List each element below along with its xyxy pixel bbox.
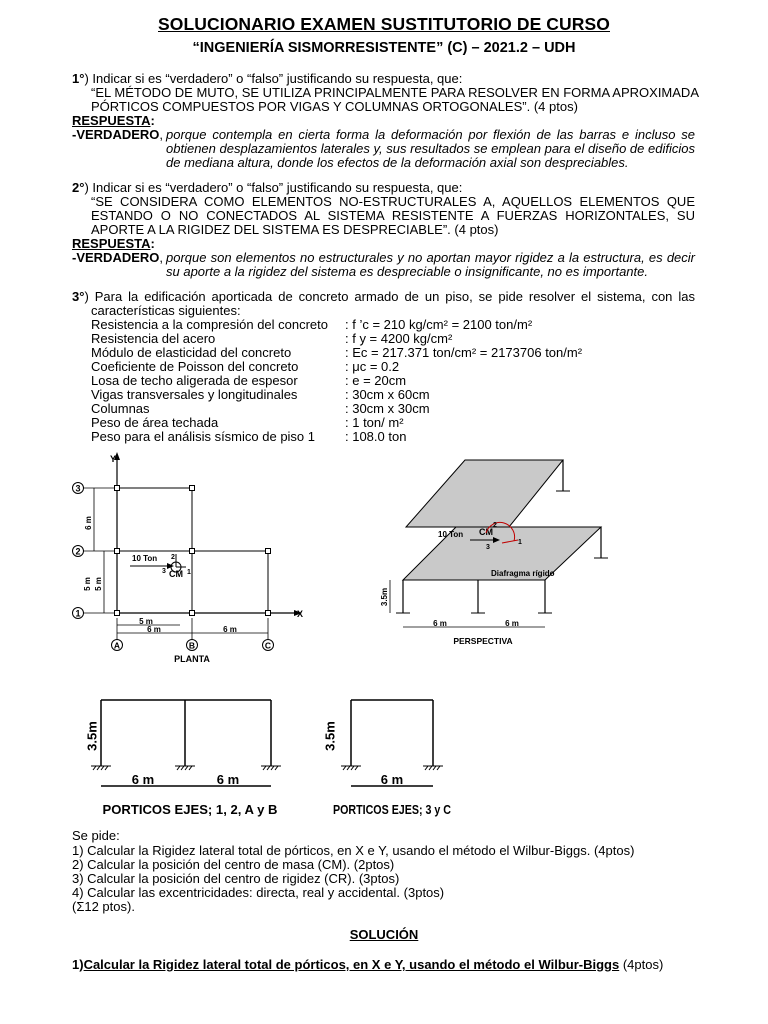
prop-value: : 30cm x 60cm bbox=[345, 387, 430, 402]
q1-intro: Indicar si es “verdadero” o “falso” justificando su respuesta, que: bbox=[92, 71, 463, 86]
request-item: (Σ12 ptos). bbox=[72, 899, 135, 914]
q2-intro-line: 2°) Indicar si es “verdadero” o “falso” justificando su respuesta, que: bbox=[72, 180, 463, 195]
persp-force-label: 10 Ton bbox=[438, 530, 464, 539]
q1-answer-label: RESPUESTA: bbox=[72, 113, 155, 128]
frames-right-height: 3.5m bbox=[322, 721, 338, 751]
document-title: SOLUCIONARIO EXAMEN SUSTITUTORIO DE CURSO bbox=[158, 14, 610, 34]
persp-span-2: 6 m bbox=[505, 619, 519, 628]
prop-label: Peso para el análisis sísmico de piso 1 bbox=[91, 429, 316, 444]
plan-force-label: 10 Ton bbox=[132, 554, 158, 563]
persp-span-1: 6 m bbox=[433, 619, 447, 628]
solution-step-1: 1)Calcular la Rigidez lateral total de pórticos, en X e Y, usando el método el Wilbur-Biggs (4ptos) bbox=[72, 957, 664, 972]
request-item: 4) Calcular las excentricidades: directa, real y accidental. (3ptos) bbox=[72, 885, 445, 900]
dim-5m-vertical-outer: 5 m bbox=[83, 577, 92, 591]
q2-quote-line-1: “SE CONSIDERA COMO ELEMENTOS NO-ESTRUCTURALES A, AQUELLOS ELEMENTOS QUE bbox=[91, 194, 695, 209]
axis-label-b: B bbox=[188, 640, 196, 651]
requests-heading: Se pide: bbox=[72, 828, 120, 843]
frames-left-span-2: 6 m bbox=[216, 772, 240, 787]
q2-expl-line-2: su aporte a la rigidez del sistema es despreciable o insignificante, no es importante. bbox=[166, 264, 648, 279]
prop-value: : 1 ton/ m² bbox=[345, 415, 404, 430]
prop-value: : e = 20cm bbox=[345, 373, 407, 388]
plan-figure bbox=[70, 448, 320, 668]
q2-answer-line: -VERDADERO, bbox=[72, 250, 164, 265]
prop-value: : 108.0 ton bbox=[345, 429, 407, 444]
q1-verdict: -VERDADERO bbox=[72, 127, 160, 142]
q3-intro-line-2: características siguientes: bbox=[91, 303, 241, 318]
persp-dof-3: 3 bbox=[486, 544, 490, 551]
plan-dof-1: 1 bbox=[187, 569, 191, 576]
prop-label: Módulo de elasticidad del concreto bbox=[91, 345, 292, 360]
request-item: 2) Calcular la posición del centro de masa (CM). (2ptos) bbox=[72, 857, 395, 872]
frames-left-caption: PORTICOS EJES; 1, 2, A y B bbox=[102, 802, 278, 817]
frames-1-2-a-b-figure bbox=[85, 686, 300, 826]
q2-verdict: -VERDADERO bbox=[72, 250, 160, 265]
axis-label-3: 3 bbox=[75, 483, 81, 494]
plan-dof-2: 2 bbox=[171, 554, 175, 561]
q1-quote-line-2: PÓRTICOS COMPUESTOS POR VIGAS Y COLUMNAS ORTOGONALES”. (4 ptos) bbox=[91, 99, 578, 114]
q1-expl-line-1: porque contempla en cierta forma la deformación por flexión de las barras e incluso se bbox=[166, 127, 695, 142]
solution-step-1-title: Calcular la Rigidez lateral total de pórticos, en X e Y, usando el método el Wilbur-Biggs bbox=[83, 957, 620, 972]
frames-3-c-figure bbox=[320, 686, 460, 826]
q1-answer-line: -VERDADERO, bbox=[72, 127, 164, 142]
axis-label-c: C bbox=[264, 640, 272, 651]
prop-value: : f y = 4200 kg/cm² bbox=[345, 331, 453, 346]
dim-6m-horizontal-2: 6 m bbox=[223, 625, 237, 634]
prop-value: : μc = 0.2 bbox=[345, 359, 400, 374]
persp-dof-1: 1 bbox=[518, 539, 522, 546]
frames-right-caption: PORTICOS EJES; 3 y C bbox=[333, 802, 452, 817]
q2-expl-line-1: porque son elementos no estructurales y no aportan mayor rigidez a la estructura, es decir bbox=[166, 250, 695, 265]
request-item: 3) Calcular la posición del centro de rigidez (CR). (3ptos) bbox=[72, 871, 400, 886]
plan-cm-label: CM bbox=[169, 569, 183, 579]
q1-quote-line-1: “EL MÉTODO DE MUTO, SE UTILIZA PRINCIPALMENTE PARA RESOLVER EN FORMA APROXIMADA bbox=[91, 85, 699, 100]
axis-label-a: A bbox=[113, 640, 121, 651]
prop-label: Resistencia a la compresión del concreto bbox=[91, 317, 329, 332]
q1-expl-line-2: obtienen desplazamientos laterales y, sus resultados se emplean para el diseño de edificios bbox=[166, 141, 695, 156]
q1-intro-line: 1°) Indicar si es “verdadero” o “falso” justificando su respuesta, que: bbox=[72, 71, 463, 86]
persp-diaphragm-label: Diafragma rígido bbox=[491, 569, 555, 578]
q3-number: 3° bbox=[72, 289, 85, 304]
plan-dof-3: 3 bbox=[162, 568, 166, 575]
q2-answer-label: RESPUESTA: bbox=[72, 236, 155, 251]
q1-number: 1° bbox=[72, 71, 85, 86]
prop-label: Coeficiente de Poisson del concreto bbox=[91, 359, 299, 374]
axis-label-2: 2 bbox=[75, 546, 81, 557]
dim-6m-horizontal-1: 6 m bbox=[147, 625, 161, 634]
prop-label: Vigas transversales y longitudinales bbox=[91, 387, 298, 402]
q1-expl-line-3: de mediana altura, donde los efectos de la deformación axial son despreciables. bbox=[166, 155, 629, 170]
q2-intro: Indicar si es “verdadero” o “falso” justificando su respuesta, que: bbox=[92, 180, 463, 195]
request-item: 1) Calcular la Rigidez lateral total de pórticos, en X e Y, usando el método el Wilbur-Biggs. (4ptos) bbox=[72, 843, 635, 858]
q3-intro-line-1: 3°) Para la edificación aporticada de concreto armado de un piso, se pide resolver el sistema, con las bbox=[72, 289, 695, 304]
persp-caption: PERSPECTIVA bbox=[453, 636, 513, 646]
frames-left-height: 3.5m bbox=[84, 721, 100, 751]
persp-cm-label: CM bbox=[479, 527, 493, 537]
prop-label: Losa de techo aligerada de espesor bbox=[91, 373, 298, 388]
prop-value: : f ’c = 210 kg/cm² = 2100 ton/m² bbox=[345, 317, 533, 332]
x-axis-label: X bbox=[297, 609, 304, 619]
prop-label: Peso de área techada bbox=[91, 415, 219, 430]
q2-quote-line-3: APORTE A LA RIGIDEZ DEL SISTEMA ES DESPRECIABLE”. (4 ptos) bbox=[91, 222, 499, 237]
prop-value: : Ec = 217.371 ton/cm² = 2173706 ton/m² bbox=[345, 345, 583, 360]
dim-5m-vertical-inner: 5 m bbox=[94, 577, 103, 591]
prop-label: Columnas bbox=[91, 401, 150, 416]
upper-slab bbox=[406, 460, 563, 527]
frames-right-span: 6 m bbox=[380, 772, 404, 787]
prop-label: Resistencia del acero bbox=[91, 331, 216, 346]
persp-dof-2: 2 bbox=[493, 522, 497, 529]
dim-6m-vertical: 6 m bbox=[84, 516, 93, 530]
frames-left-span-1: 6 m bbox=[131, 772, 155, 787]
persp-height-label: 3.5m bbox=[380, 587, 389, 607]
q2-quote-line-2: ESTANDO O NO CONECTADOS AL SISTEMA RESISTENTE A FUERZAS HORIZONTALES, SU bbox=[91, 208, 695, 223]
plan-caption: PLANTA bbox=[174, 654, 210, 664]
axis-label-1: 1 bbox=[75, 608, 81, 619]
y-axis-label: Y bbox=[110, 454, 117, 464]
prop-value: : 30cm x 30cm bbox=[345, 401, 430, 416]
dim-5m-horizontal: 5 m bbox=[139, 617, 153, 626]
q2-number: 2° bbox=[72, 180, 85, 195]
perspective-figure bbox=[378, 455, 608, 655]
solution-heading: SOLUCIÓN bbox=[349, 927, 419, 942]
document-subtitle: “INGENIERÍA SISMORRESISTENTE” (C) – 2021.2 – UDH bbox=[192, 40, 576, 56]
